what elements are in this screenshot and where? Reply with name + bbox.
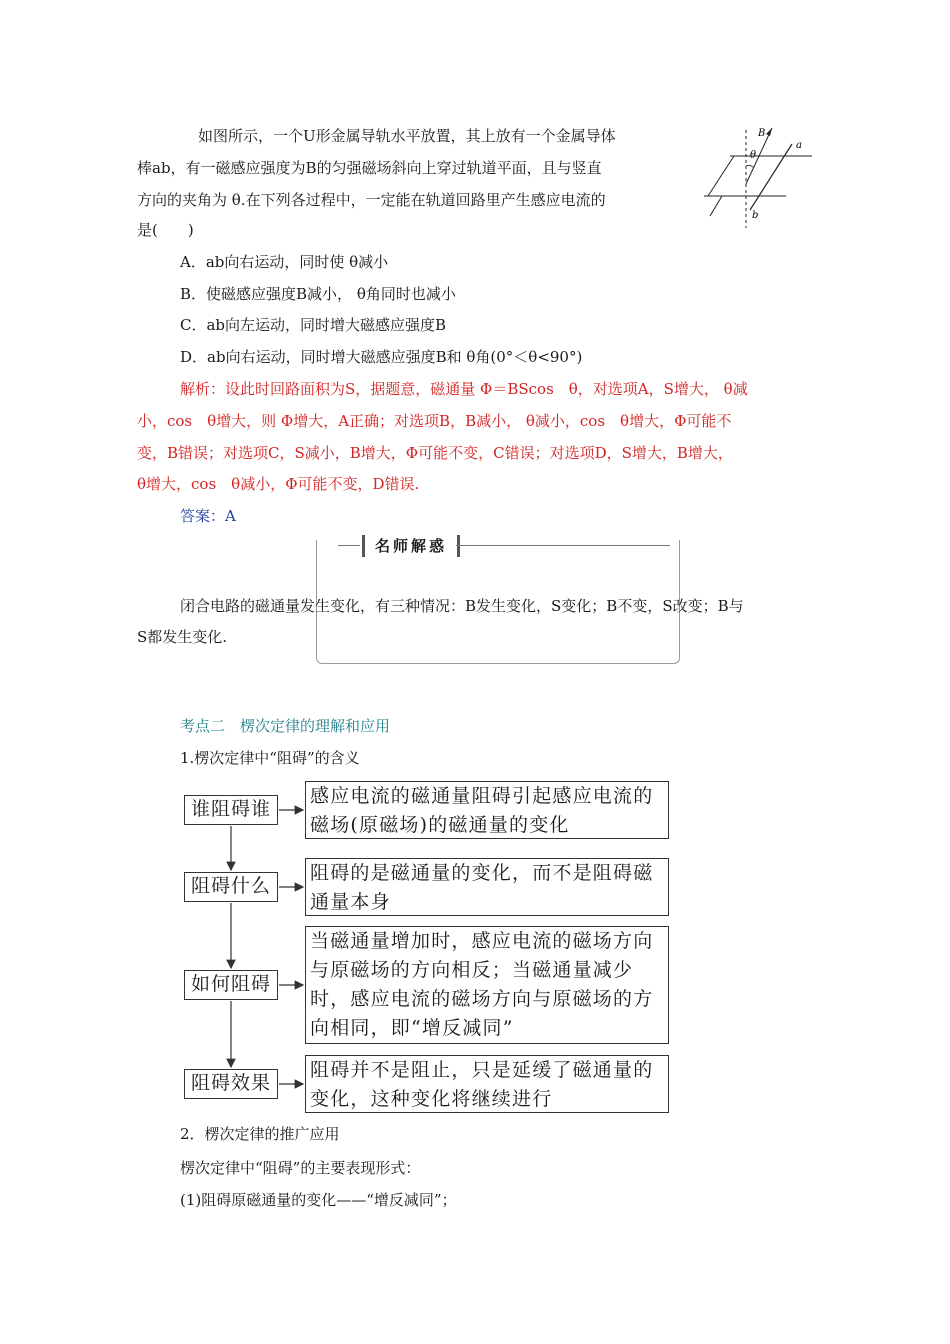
figure-label-theta: θ	[750, 150, 757, 161]
option-d: D．ab向右运动，同时增大磁感应强度B和 θ角(0°＜θ<90°)	[180, 348, 583, 366]
tip-line-1: 闭合电路的磁通量发生变化，有三种情况：B发生变化，S变化；B不变，S改变；B与	[180, 597, 744, 615]
flow-text-what: 阻碍的是磁通量的变化，而不是阻碍磁通量本身	[305, 858, 669, 916]
question-line-3: 方向的夹角为 θ.在下列各过程中，一定能在轨道回路里产生感应电流的	[137, 191, 606, 209]
question-line-1: 如图所示，一个U形金属导轨水平放置，其上放有一个金属导体	[198, 127, 616, 145]
analysis-line-4: θ增大，cos θ减小，Φ可能不变，D错误.	[137, 475, 420, 493]
flow-label-effect: 阻碍效果	[184, 1069, 278, 1099]
tip-title: 名师解惑	[362, 535, 460, 557]
flow-label-who: 谁阻碍谁	[184, 795, 278, 825]
flow-text-effect: 阻碍并不是阻止，只是延缓了磁通量的变化，这种变化将继续进行	[305, 1055, 669, 1113]
answer: 答案：A	[180, 507, 236, 525]
bottom-line-1: 2．楞次定律的推广应用	[180, 1125, 340, 1143]
flow-text-who: 感应电流的磁通量阻碍引起感应电流的磁场(原磁场)的磁通量的变化	[305, 781, 669, 839]
tip-line-2: S都发生变化.	[137, 628, 228, 646]
figure-label-a: a	[796, 140, 802, 151]
flow-label-what: 阻碍什么	[184, 872, 278, 902]
option-b: B．使磁感应强度B减小， θ角同时也减小	[180, 285, 456, 303]
flow-label-how: 如何阻碍	[184, 970, 278, 1000]
figure-label-b-field: B	[758, 128, 766, 139]
flow-text-how: 当磁通量增加时，感应电流的磁场方向与原磁场的方向相反；当磁通量减少时，感应电流的磁场方向与原磁场的方向相同，即“增反减同”	[305, 926, 669, 1044]
question-line-2: 棒ab，有一磁感应强度为B的匀强磁场斜向上穿过轨道平面，且与竖直	[137, 159, 602, 177]
section-heading: 考点二 楞次定律的理解和应用	[180, 717, 391, 735]
bottom-line-2: 楞次定律中“阻碍”的主要表现形式：	[180, 1159, 421, 1177]
analysis-line-1: 解析：设此时回路面积为S，据题意，磁通量 Φ＝BScos θ，对选项A，S增大， θ减	[180, 380, 748, 398]
section-sub-1: 1.楞次定律中“阻碍”的含义	[180, 749, 360, 767]
analysis-line-2: 小，cos θ增大，则 Φ增大，A正确；对选项B，B减小， θ减小，cos θ增大，Φ可能不	[137, 412, 732, 430]
figure-label-b: b	[752, 210, 759, 221]
analysis-line-3: 变，B错误；对选项C，S减小，B增大，Φ可能不变，C错误；对选项D，S增大，B增大，	[137, 444, 733, 462]
bottom-line-3: (1)阻碍原磁通量的变化——“增反减同”；	[180, 1191, 457, 1209]
option-c: C．ab向左运动，同时增大磁感应强度B	[180, 316, 447, 334]
option-a: A．ab向右运动，同时使 θ减小	[180, 253, 389, 271]
question-line-4: 是( )	[137, 221, 194, 239]
